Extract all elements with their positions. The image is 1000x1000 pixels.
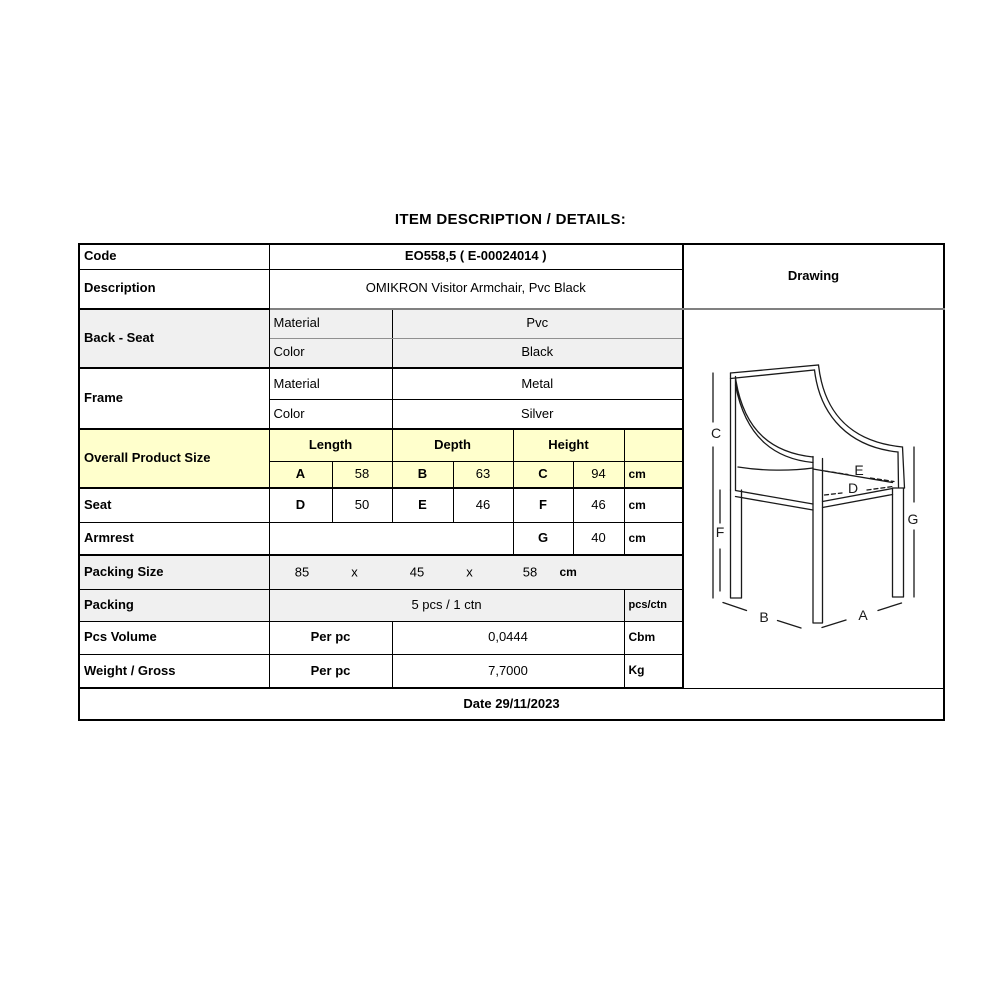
dim-label-c: C — [710, 425, 722, 441]
ops-unit: cm — [624, 461, 683, 488]
dim-a-key: A — [269, 461, 332, 488]
packing-size-v3: 58 — [522, 564, 538, 580]
frame-label: Frame — [79, 368, 269, 429]
back-seat-material-value: Pvc — [392, 309, 683, 338]
dim-label-a: A — [858, 607, 868, 623]
dim-g-value: 40 — [573, 522, 624, 555]
packing-size-v2: 45 — [409, 564, 425, 580]
page-title: ITEM DESCRIPTION / DETAILS: — [394, 211, 627, 228]
packing-unit: pcs/ctn — [624, 589, 683, 621]
back-seat-material-label: Material — [269, 309, 392, 338]
description-value: OMIKRON Visitor Armchair, Pvc Black — [269, 269, 683, 309]
chair-seat-back-edge — [738, 467, 813, 470]
packing-size-x2: x — [466, 564, 473, 580]
pcs-volume-unit: Cbm — [624, 621, 683, 654]
dim-label-e: E — [854, 462, 864, 478]
back-seat-color-value: Black — [392, 338, 683, 368]
packing-size-values — [269, 555, 683, 589]
ops-header-unit-empty — [624, 429, 683, 462]
description-label: Description — [79, 269, 269, 309]
armrest-unit: cm — [624, 522, 683, 555]
armrest-label: Armrest — [79, 522, 269, 555]
pcs-volume-per: Per pc — [269, 621, 392, 654]
drawing-header: Drawing — [683, 244, 944, 309]
chair-back-right-leg — [893, 488, 905, 597]
dim-label-g: G — [907, 511, 919, 527]
dim-b-value: 63 — [453, 461, 513, 488]
dim-e-value: 46 — [453, 488, 513, 522]
ops-label: Overall Product Size — [79, 429, 269, 489]
packing-label: Packing — [79, 589, 269, 621]
weight-gross-value: 7,7000 — [392, 654, 624, 688]
dim-g-key: G — [513, 522, 573, 555]
packing-size-v1: 85 — [294, 564, 310, 580]
frame-color-value: Silver — [392, 400, 683, 429]
dim-d-value: 50 — [332, 488, 392, 522]
chair-left-armrest — [736, 378, 814, 463]
weight-gross-per: Per pc — [269, 654, 392, 688]
frame-material-value: Metal — [392, 368, 683, 400]
armrest-empty — [269, 522, 513, 555]
chair-front-left-leg — [813, 457, 823, 624]
back-seat-color-label: Color — [269, 338, 392, 368]
packing-size-x1: x — [351, 564, 358, 580]
dim-label-f: F — [715, 524, 725, 540]
code-value: EO558,5 ( E-00024014 ) — [269, 244, 683, 269]
ops-header-depth: Depth — [392, 429, 513, 462]
dim-label-b: B — [759, 609, 769, 625]
dim-e-key: E — [392, 488, 453, 522]
spec-table — [78, 243, 945, 721]
weight-gross-unit: Kg — [624, 654, 683, 688]
dim-f-value: 46 — [573, 488, 624, 522]
dim-b-key: B — [392, 461, 453, 488]
chair-back-left-edge — [731, 373, 736, 490]
seat-label: Seat — [79, 488, 269, 522]
date-cell: Date 29/11/2023 — [79, 688, 944, 720]
dim-d-key: D — [269, 488, 332, 522]
ops-header-length: Length — [269, 429, 392, 462]
dim-c-key: C — [513, 461, 573, 488]
pcs-volume-label: Pcs Volume — [79, 621, 269, 654]
frame-color-label: Color — [269, 400, 392, 429]
back-seat-label: Back - Seat — [79, 309, 269, 368]
chair-left-rail — [736, 491, 814, 511]
frame-material-label: Material — [269, 368, 392, 400]
chair-drawing-cell — [683, 309, 944, 688]
packing-value: 5 pcs / 1 ctn — [269, 589, 624, 621]
weight-gross-label: Weight / Gross — [79, 654, 269, 688]
dim-a-value: 58 — [332, 461, 392, 488]
packing-size-label: Packing Size — [79, 555, 269, 589]
chair-back-left-leg — [731, 490, 742, 598]
chair-drawing — [684, 310, 943, 684]
dim-label-d: D — [847, 480, 859, 496]
seat-unit: cm — [624, 488, 683, 522]
ops-header-height: Height — [513, 429, 624, 462]
dim-c-value: 94 — [573, 461, 624, 488]
dim-f-key: F — [513, 488, 573, 522]
packing-size-unit: cm — [559, 564, 577, 579]
code-label: Code — [79, 244, 269, 269]
pcs-volume-value: 0,0444 — [392, 621, 624, 654]
